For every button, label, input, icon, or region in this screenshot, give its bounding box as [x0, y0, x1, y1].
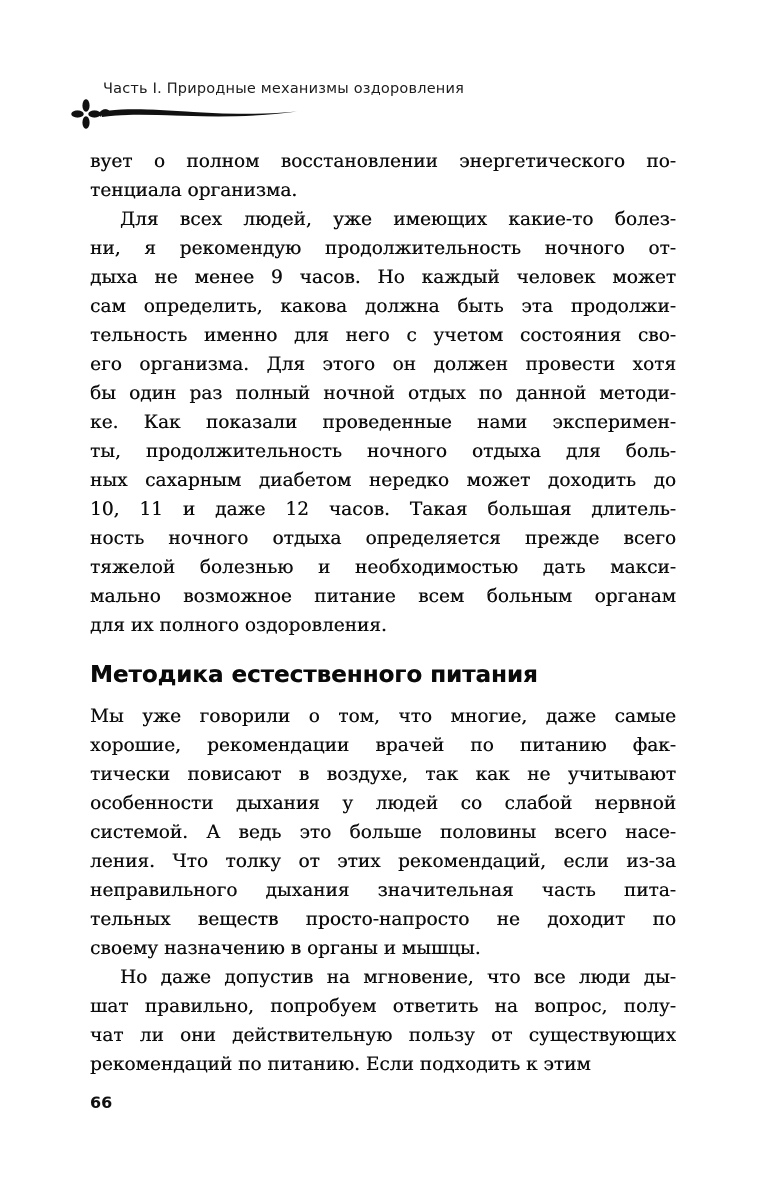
text-line: чат ли они действительную пользу от существующих: [90, 1025, 676, 1046]
text-line: сам определить, какова должна быть эта продолжи-: [90, 296, 676, 317]
text-line: системой. А ведь это больше половины всего насе-: [90, 822, 676, 843]
text-line: тяжелой болезнью и необходимостью дать макси-: [90, 557, 676, 578]
text-line: ты, продолжительность ночного отдыха для боль-: [90, 441, 676, 462]
text-line: ных сахарным диабетом нередко может доходить до: [90, 470, 676, 491]
text-line: дыха не менее 9 часов. Но каждый человек может: [90, 267, 676, 288]
text-line: ность ночного отдыха определяется прежде всего: [90, 528, 676, 549]
text-line: своему назначению в органы и мышцы.: [90, 938, 481, 959]
text-line: тенциала организма.: [90, 180, 298, 201]
running-header: Часть I. Природные механизмы оздоровления: [103, 81, 465, 97]
text-line: мально возможное питание всем больным органам: [90, 586, 676, 607]
text-line: 10, 11 и даже 12 часов. Такая большая длитель-: [90, 499, 676, 520]
body-text: [90, 147, 676, 1079]
paragraph: [90, 205, 676, 640]
text-line: Для всех людей, уже имеющих какие-то болез-: [120, 209, 676, 230]
text-line: Но даже допустив на мгновение, что все люди ды-: [120, 967, 676, 988]
paragraph: [90, 147, 676, 205]
page-number: 66: [90, 1093, 113, 1112]
paragraph: [90, 702, 676, 963]
text-line: ке. Как показали проведенные нами эксперимен-: [90, 412, 676, 433]
text-line: тельных веществ просто-напросто не доходит по: [90, 909, 676, 930]
text-line: ления. Что толку от этих рекомендаций, если из-за: [90, 851, 676, 872]
text-line: рекомендаций по питанию. Если подходить к этим: [90, 1054, 591, 1075]
text-line: особенности дыхания у людей со слабой нервной: [90, 793, 676, 814]
paragraph: [90, 963, 676, 1079]
text-line: неправильного дыхания значительная часть пита-: [90, 880, 676, 901]
text-line: вует о полном восстановлении энергетического по-: [90, 151, 676, 172]
section-heading: Методика естественного питания: [90, 662, 538, 688]
text-line: тельность именно для него с учетом состояния сво-: [90, 325, 676, 346]
text-line: Мы уже говорили о том, что многие, даже самые: [90, 706, 676, 727]
flourish-icon: [62, 97, 302, 131]
text-line: шат правильно, попробуем ответить на вопрос, полу-: [90, 996, 676, 1017]
text-line: ни, я рекомендую продолжительность ночного от-: [90, 238, 676, 259]
text-line: его организма. Для этого он должен провести хотя: [90, 354, 676, 375]
text-line: бы один раз полный ночной отдых по данной методи-: [90, 383, 676, 404]
text-line: тически повисают в воздухе, так как не учитывают: [90, 764, 676, 785]
text-line: для их полного оздоровления.: [90, 615, 387, 636]
text-line: хорошие, рекомендации врачей по питанию фак-: [90, 735, 676, 756]
